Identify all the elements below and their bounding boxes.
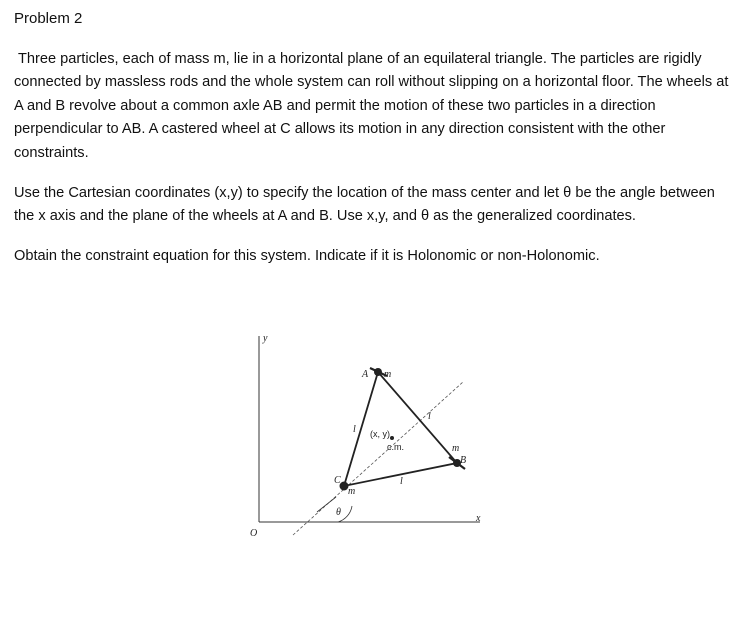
- x-axis-label: x: [476, 513, 481, 524]
- label-a: A: [362, 369, 369, 380]
- wheel-direction-line: [293, 382, 463, 535]
- problem-description: Three particles, each of mass m, lie in a horizontal plane of an equilateral triangle. The particles are rigidly connected by massless rods and the whole system can roll without slipping on a horizontal floor. The wheels at A and B revolve about a common axle AB and permit the motion of these two particles in a direction perpendicular to AB. A castered wheel at C allows its motion in any direction consistent with the other constraints.: [14, 51, 729, 161]
- angle-arrow: [317, 497, 336, 512]
- center-of-mass: [390, 436, 394, 440]
- label-b: B: [460, 455, 467, 466]
- coordinates-instruction: Use the Cartesian coordinates (x,y) to specify the location of the mass center and let θ be the angle between the x axis and the plane of the wheels at A and B. Use x,y, and θ as the generalized coordinates.: [14, 185, 715, 225]
- y-axis-label: y: [263, 333, 268, 344]
- triangle-rods: [344, 372, 460, 486]
- label-theta: θ: [336, 507, 341, 518]
- origin-label: O: [250, 528, 258, 539]
- label-cm-coords: (x, y): [370, 429, 390, 439]
- label-mass-b: m: [452, 443, 460, 454]
- label-c: C: [334, 475, 341, 486]
- label-side-bottom: l: [400, 476, 403, 487]
- label-cm: c.m.: [387, 442, 404, 452]
- task-statement: Obtain the constraint equation for this system. Indicate if it is Holonomic or non-Holonomic.: [14, 248, 600, 264]
- label-side-right: l: [428, 411, 431, 422]
- label-side-left: l: [353, 424, 356, 435]
- problem-title: Problem 2: [14, 10, 83, 27]
- label-mass-c: m: [348, 486, 356, 497]
- label-mass-a: m: [384, 369, 392, 380]
